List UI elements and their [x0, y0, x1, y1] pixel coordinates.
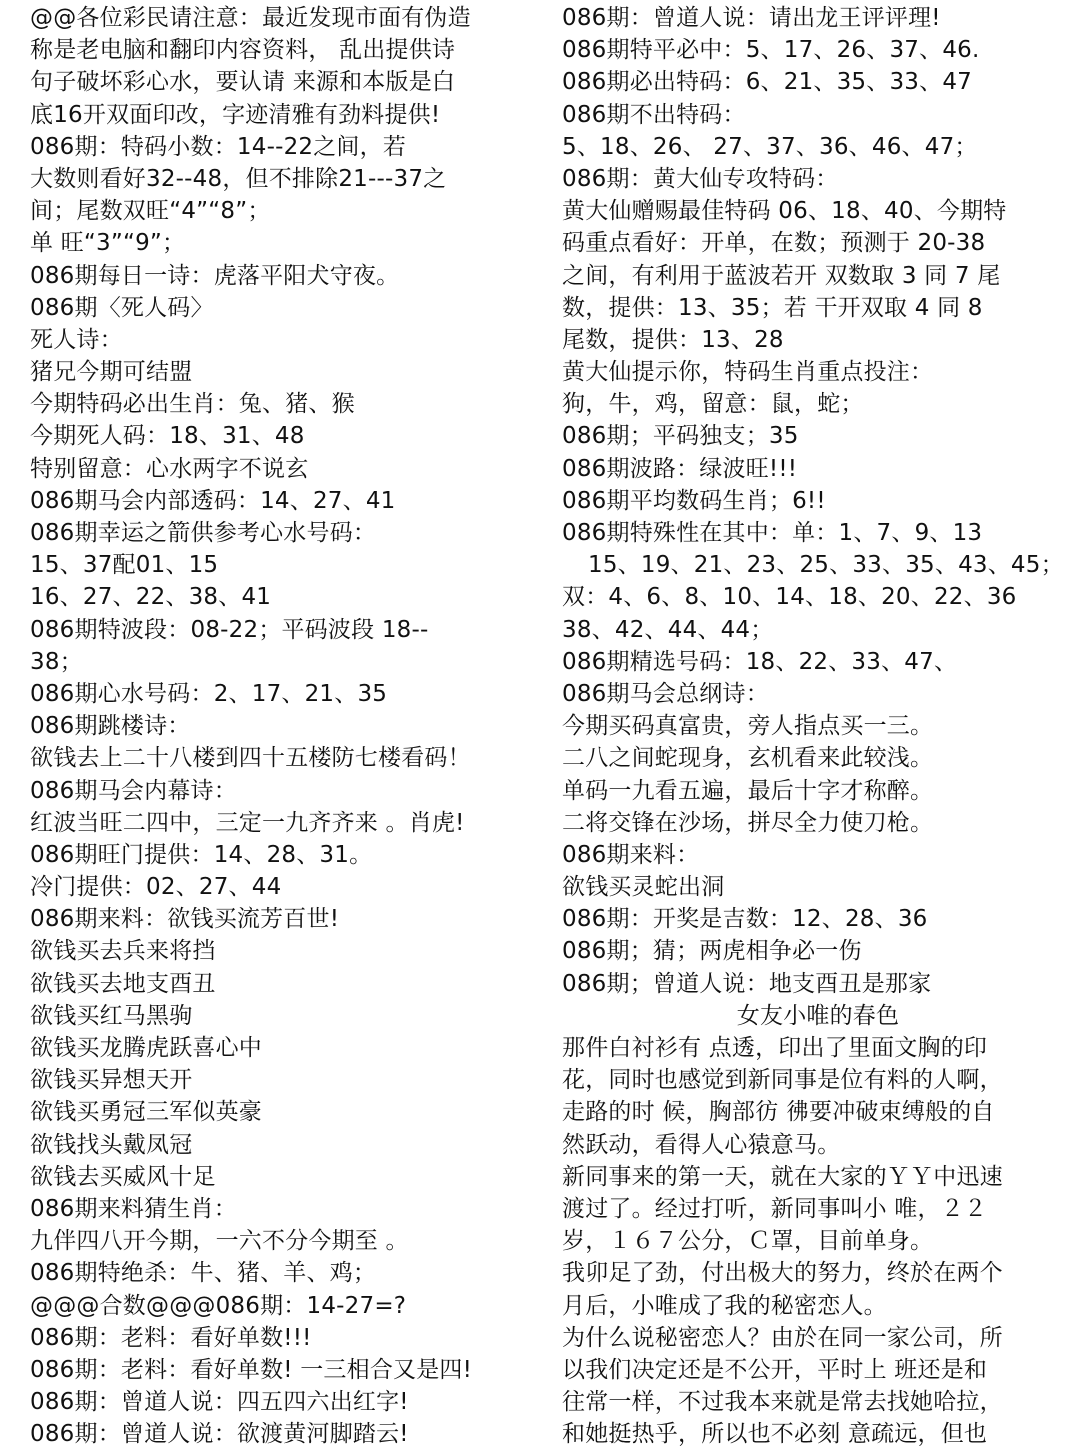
text-line: @@@合数@@@086期：14-27=? [30, 1292, 407, 1319]
text-line: 冷门提供：02、27、44 [30, 874, 282, 901]
text-line: 黄大仙赠赐最佳特码 06、18、40、今期特 [562, 198, 1007, 225]
text-line: 086期：开奖是吉数：12、28、36 [562, 906, 928, 933]
text-line: 086期；猜；两虎相争必一伤 [562, 938, 862, 965]
text-line: 38； [30, 648, 83, 675]
text-line: 间；尾数双旺“4”“8”； [30, 198, 271, 225]
text-line: 那件白衬衫有 点透，印出了里面文胸的印 [562, 1035, 988, 1061]
text-line: 欲钱去买威风十足 [30, 1163, 216, 1190]
text-line: 双：4、6、8、10、14、18、20、22、36 [562, 584, 1017, 611]
text-line: 欲钱找头戴凤冠 [30, 1131, 193, 1158]
text-line: 花，同时也感觉到新同事是位有料的人啊， [562, 1067, 1003, 1094]
text-line: 086期平均数码生肖；6!! [562, 487, 826, 514]
text-line: 底16开双面印改，字迹清雅有劲料提供! [30, 101, 441, 128]
text-line: 为什么说秘密恋人？由於在同一家公司，所 [562, 1324, 1003, 1351]
text-line: 086期；平码独支；35 [562, 423, 799, 450]
text-line: 086期；曾道人说：地支酉丑是那家 [562, 970, 932, 997]
text-line: 单 旺“3”“9”； [30, 230, 186, 257]
text-line: 称是老电脑和翻印内容资料， 乱出提供诗 [30, 37, 456, 64]
text-line: 欲钱买去地支酉丑 [30, 970, 216, 997]
text-line: 之间，有利用于蓝波若开 双数取 3 同 7 尾 [562, 262, 1001, 289]
text-line: 欲钱去上二十八楼到四十五楼防七楼看码！ [30, 745, 471, 772]
text-line: 086期特平必中：5、17、26、37、46. [562, 37, 980, 64]
text-line: 086期波路：绿波旺!!! [562, 455, 798, 482]
text-line: 5、18、26、 27、37、36、46、47； [562, 133, 978, 160]
text-line: 码重点看好：开单，在数；预测于 20-38 [562, 230, 986, 257]
text-line: 今期特码必出生肖：兔、猪、猴 [30, 391, 355, 418]
text-line: 086期〈死人码〉 [30, 294, 214, 321]
text-line: 单码一九看五遍，最后十字才称醉。 [562, 777, 934, 804]
text-line: 月后，小唯成了我的秘密恋人。 [562, 1292, 887, 1319]
text-line: 往常一样，不过我本来就是常去找她哈拉， [562, 1389, 1003, 1416]
text-line: 欲钱买红马黑驹 [30, 1002, 193, 1029]
text-line: @@各位彩民请注意：最近发现市面有伪造 [30, 5, 471, 31]
text-line: 新同事来的第一天，就在大家的ＹＹ中迅速 [562, 1163, 1003, 1190]
text-line: 欲钱买勇冠三军似英豪 [30, 1099, 262, 1126]
text-line: 086期心水号码：2、17、21、35 [30, 680, 388, 707]
text-line: 欲钱买去兵来将挡 [30, 938, 216, 965]
text-line: 欲钱买龙腾虎跃喜心中 [30, 1035, 262, 1061]
text-line: 086期马会内部透码：14、27、41 [30, 487, 396, 514]
text-line: 今期买码真富贵，旁人指点买一三。 [562, 713, 934, 740]
text-line: 086期：曾道人说：欲渡黄河脚踏云! [30, 1421, 409, 1448]
text-line: 086期旺门提供：14、28、31。 [30, 841, 373, 868]
text-line: 二将交锋在沙场，拼尽全力使刀枪。 [562, 809, 934, 836]
text-line: 走路的时 候，胸部彷 彿要冲破束缚般的自 [562, 1099, 995, 1126]
text-line: 086期马会内幕诗： [30, 777, 237, 804]
text-line: 086期特绝杀：牛、猪、羊、鸡； [30, 1260, 377, 1287]
text-line: 086期特波段：08-22；平码波段 18-- [30, 616, 429, 643]
text-line: 086期幸运之箭供参考心水号码： [30, 520, 377, 546]
text-line: 狗，牛，鸡，留意：鼠，蛇； [562, 391, 864, 418]
text-line: 086期：曾道人说：四五四六出红字! [30, 1389, 409, 1416]
text-line: 二八之间蛇现身，玄机看来此较浅。 [562, 745, 934, 772]
text-line: 086期：特码小数：14--22之间，若 [30, 133, 407, 160]
text-line: 086期：老料：看好单数! 一三相合又是四! [30, 1356, 473, 1383]
text-line: 086期：黄大仙专攻特码： [562, 165, 839, 192]
text-line: 086期：曾道人说：请出龙王评评理! [562, 5, 941, 31]
text-line: 和她挺热乎，所以也不必刻 意疏远，但也 [562, 1421, 988, 1448]
text-line: 38、42、44、44； [562, 616, 774, 643]
text-line: 今期死人码：18、31、48 [30, 423, 305, 450]
text-line: 15、37配01、15 [30, 552, 219, 579]
text-line: 15、19、21、23、25、33、35、43、45； [588, 552, 1064, 579]
text-line: 句子破坏彩心水，要认请 来源和本版是白 [30, 69, 456, 96]
text-line: 尾数，提供：13、28 [562, 326, 784, 353]
text-line: 以我们决定还是不公开，平时上 班还是和 [562, 1356, 988, 1383]
text-line: 死人诗： [30, 326, 123, 353]
text-line: 黄大仙提示你，特码生肖重点投注： [562, 359, 934, 386]
text-line: 然跃动，看得人心猿意马。 [562, 1131, 841, 1158]
text-line: 16、27、22、38、41 [30, 584, 272, 611]
text-line: 086期来料猜生肖： [30, 1195, 237, 1222]
text-line: 086期马会总纲诗： [562, 680, 769, 707]
text-line: 086期不出特码： [562, 101, 746, 128]
text-line: 特别留意：心水两字不说玄 [30, 455, 309, 482]
text-line: 红波当旺二四中，三定一九齐齐来 。肖虎! [30, 809, 465, 836]
text-line: 086期：老料：看好单数!!! [30, 1324, 312, 1351]
text-line: 九伴四八开今期，一六不分今期至 。 [30, 1228, 409, 1255]
left-text-column [30, 2, 545, 1450]
text-line: 数，提供：13、35；若 干开双取 4 同 8 [562, 294, 983, 321]
text-line: 086期特殊性在其中：单：1、7、9、13 [562, 520, 983, 546]
text-line: 我卯足了劲，付出极大的努力，终於在两个 [562, 1260, 1003, 1287]
text-line: 岁，１６７公分，Ｃ罩，目前单身。 [562, 1228, 934, 1255]
right-text-column [562, 2, 1074, 1450]
text-line: 欲钱买异想天开 [30, 1067, 193, 1094]
text-line: 086期跳楼诗： [30, 713, 191, 740]
text-line: 086期来料： [562, 841, 700, 868]
text-line: 086期每日一诗：虎落平阳犬守夜。 [30, 262, 400, 289]
text-line: 086期必出特码：6、21、35、33、47 [562, 69, 972, 96]
text-line: 欲钱买灵蛇出洞 [562, 874, 725, 901]
text-line: 渡过了。经过打听，新同事叫小 唯，２２ [562, 1195, 988, 1222]
text-line: 大数则看好32--48，但不排除21---37之 [30, 165, 447, 192]
text-line: 猪兄今期可结盟 [30, 359, 193, 386]
story-title: 女友小唯的春色 [736, 1002, 900, 1029]
text-line: 086期精选号码：18、22、33、47、 [562, 648, 958, 675]
text-line: 086期来料：欲钱买流芳百世! [30, 906, 340, 933]
